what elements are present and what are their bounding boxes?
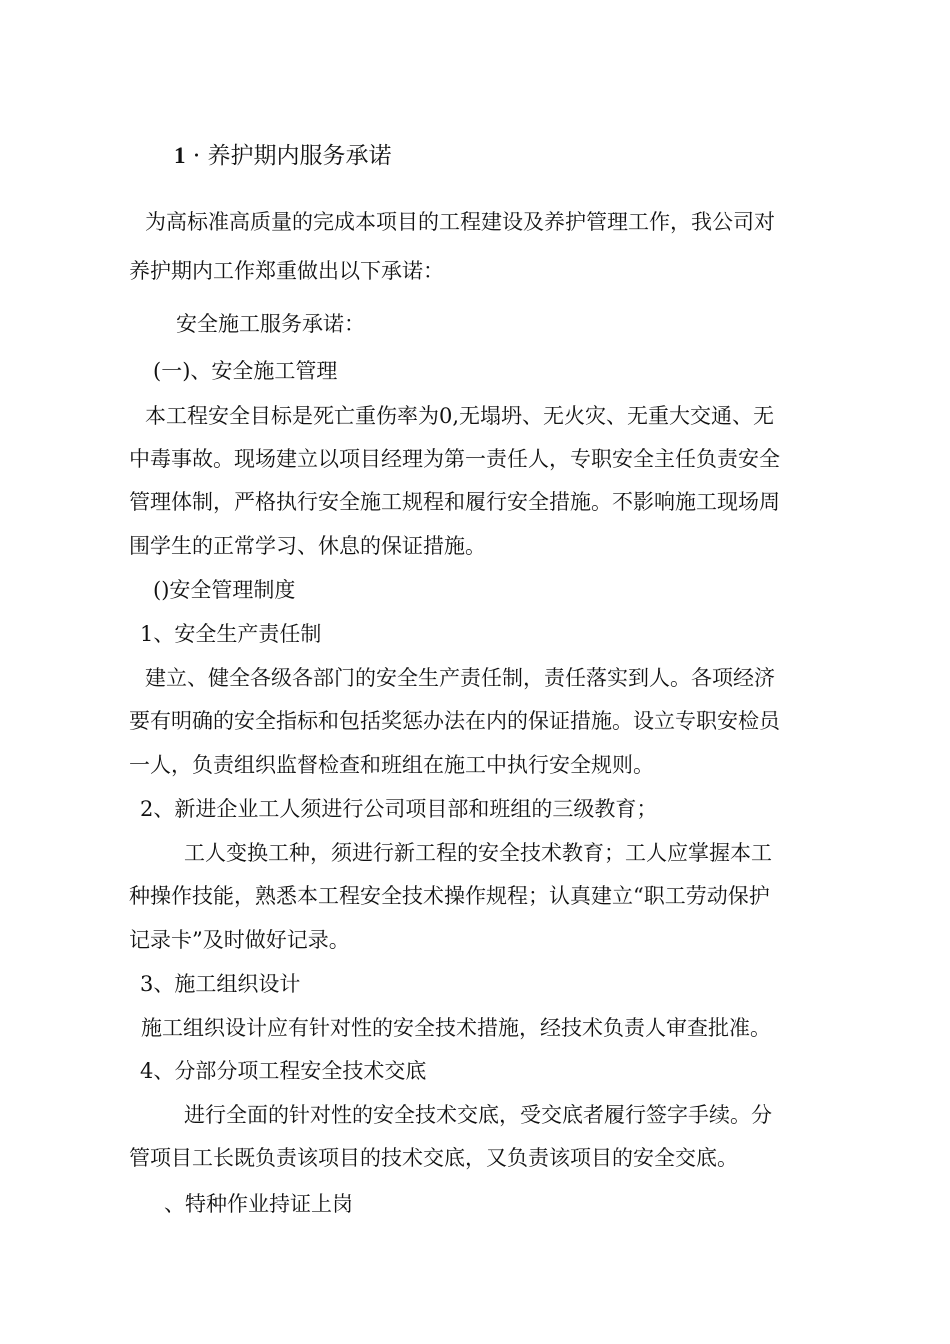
paragraph-line: 养护期内工作郑重做出以下承诺： bbox=[129, 259, 444, 283]
paragraph-line: 要有明确的安全指标和包括奖惩办法在内的保证措施。设立专职安检员 bbox=[129, 709, 780, 733]
subsection-heading: 2、新进企业工人须进行公司项目部和班组的三级教育； bbox=[140, 797, 658, 821]
paragraph-line: 施工组织设计应有针对性的安全技术措施，经技术负责人审查批准。 bbox=[141, 1016, 771, 1040]
paragraph-line: 本工程安全目标是死亡重伤率为0,无塌坍、无火灾、无重大交通、无 bbox=[145, 404, 775, 428]
section-label: 安全施工服务承诺： bbox=[176, 312, 365, 336]
section-heading: ()安全管理制度 bbox=[153, 578, 296, 602]
paragraph-line: 管项目工长既负责该项目的技术交底，又负责该项目的安全交底。 bbox=[129, 1146, 738, 1170]
heading-number: 1 bbox=[174, 143, 186, 168]
paragraph-line: 工人变换工种，须进行新工程的安全技术教育；工人应掌握本工 bbox=[184, 841, 772, 865]
subsection-heading: 4、分部分项工程安全技术交底 bbox=[140, 1059, 427, 1083]
paragraph-line: 一人，负责组织监督检查和班组在施工中执行安全规则。 bbox=[129, 753, 654, 777]
paragraph-line: 中毒事故。现场建立以项目经理为第一责任人，专职安全主任负责安全 bbox=[129, 447, 780, 471]
paragraph-line: 管理体制，严格执行安全施工规程和履行安全措施。不影响施工现场周 bbox=[129, 490, 780, 514]
section-heading: (一)、安全施工管理 bbox=[153, 359, 338, 383]
heading-separator: · bbox=[192, 143, 201, 169]
subsection-heading: 、特种作业持证上岗 bbox=[164, 1192, 353, 1216]
paragraph-line: 进行全面的针对性的安全技术交底，受交底者履行签字手续。分 bbox=[184, 1103, 772, 1127]
subsection-heading: 1、安全生产责任制 bbox=[140, 622, 322, 646]
paragraph-line: 记录卡”及时做好记录。 bbox=[129, 928, 350, 952]
paragraph-line: 种操作技能，熟悉本工程安全技术操作规程；认真建立“职工劳动保护 bbox=[129, 884, 770, 908]
paragraph-line: 为高标准高质量的完成本项目的工程建设及养护管理工作，我公司对 bbox=[145, 210, 775, 234]
paragraph-line: 建立、健全各级各部门的安全生产责任制，责任落实到人。各项经济 bbox=[145, 666, 775, 690]
subsection-heading: 3、施工组织设计 bbox=[140, 972, 301, 996]
heading-text: 养护期内服务承诺 bbox=[207, 143, 392, 169]
paragraph-line: 围学生的正常学习、休息的保证措施。 bbox=[129, 534, 486, 558]
page-heading bbox=[174, 140, 391, 172]
